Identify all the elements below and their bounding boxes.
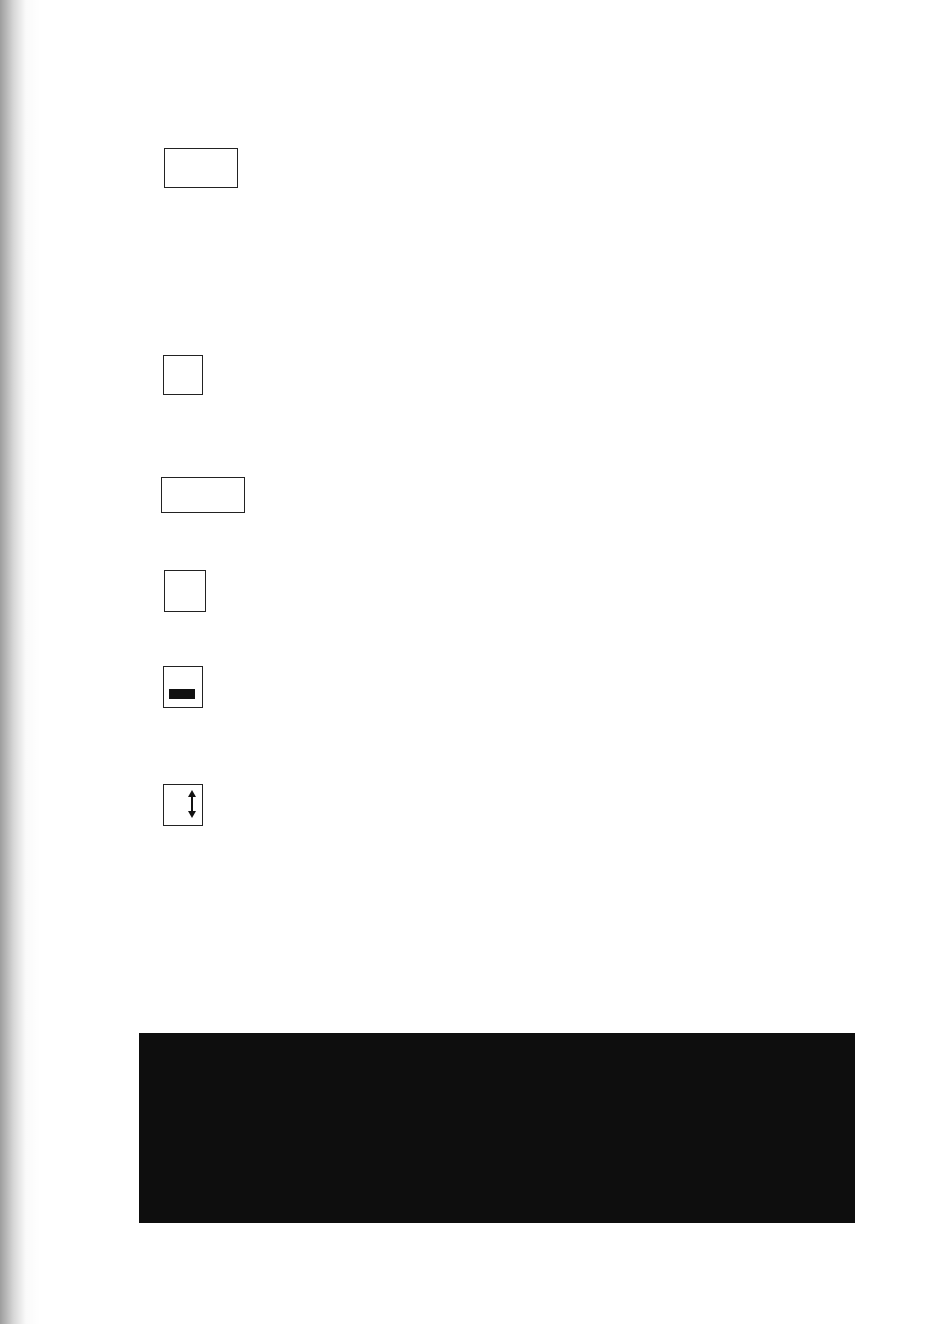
- group-label-math: [406, 1034, 495, 1222]
- repeat-keycap: [161, 477, 245, 513]
- erase-keycap: [163, 666, 203, 708]
- answer-keycap: [164, 570, 206, 612]
- cursor-keycap: [163, 784, 203, 826]
- break-keycap: [163, 355, 203, 395]
- help-keycap: [164, 148, 238, 188]
- group-label-trivia: [495, 1034, 583, 1222]
- updown-arrow-icon: [187, 789, 197, 819]
- ac-keycap-label: [169, 689, 195, 699]
- break-key-heading-row: [153, 355, 203, 395]
- group-label-games: [583, 1034, 672, 1222]
- activity-selector-keyboard: [139, 1033, 855, 1223]
- cursor-key-heading-row: [153, 784, 203, 826]
- answer-key-heading-row: [153, 570, 206, 612]
- spiral-binding: [0, 0, 950, 60]
- keyboard-group-labels: [140, 1034, 854, 1222]
- group-label-word-games: [140, 1034, 406, 1222]
- group-label-function-keys: [672, 1034, 854, 1222]
- erase-key-heading-row: [153, 666, 203, 708]
- repeat-key-heading-row: [153, 477, 245, 513]
- help-key-heading-row: [153, 148, 238, 188]
